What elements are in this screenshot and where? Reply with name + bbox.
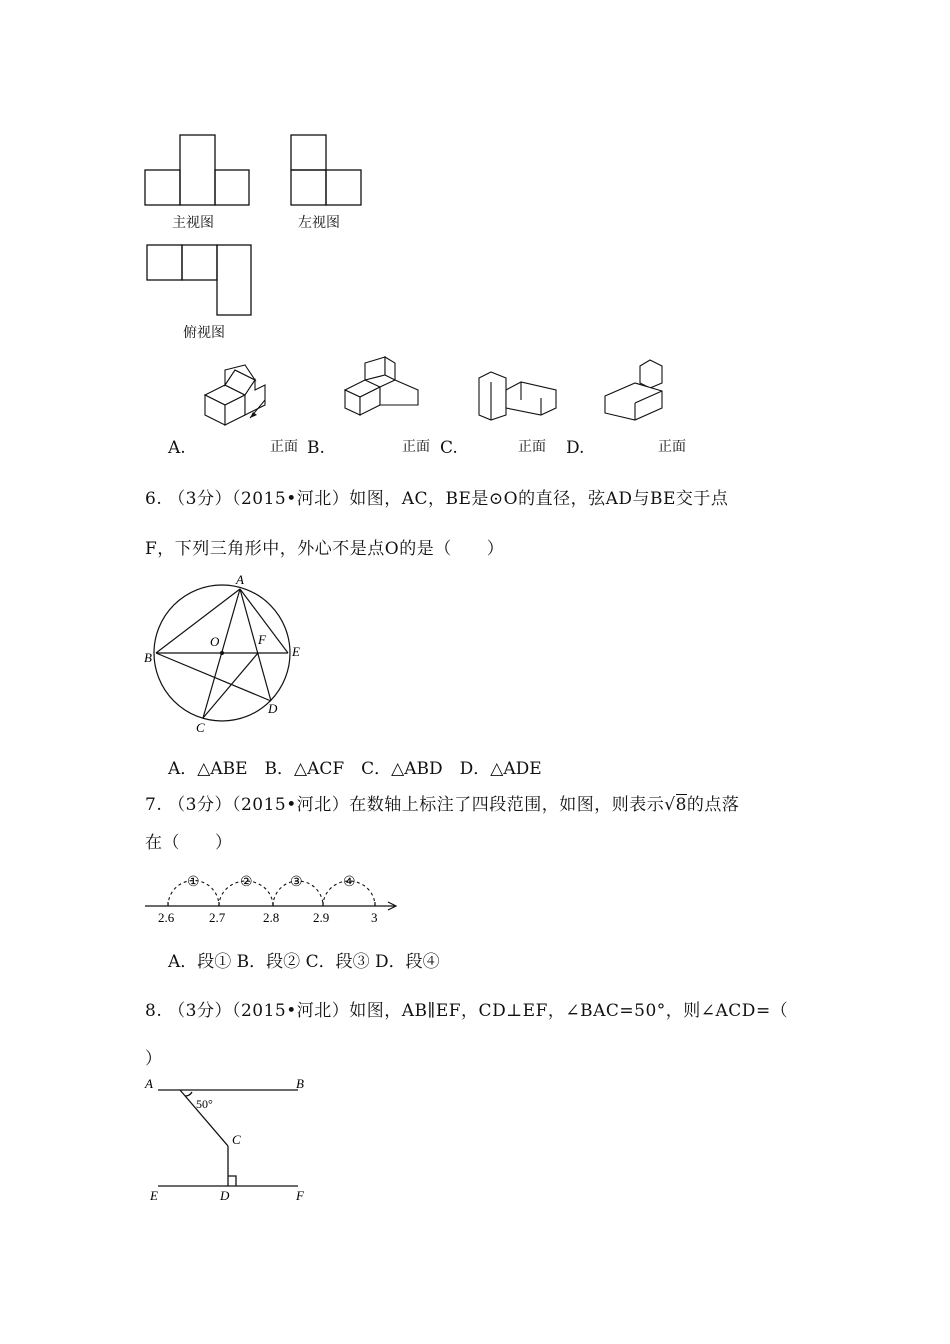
option-b-letter: B.: [307, 438, 325, 458]
sqrt-radicand: 8: [675, 795, 687, 815]
segment-4: ④: [343, 875, 356, 890]
option-a-front-label: 正面: [270, 439, 298, 455]
option-b-solid: [340, 355, 430, 440]
option-c-solid: [476, 370, 566, 425]
label-a: A: [145, 1076, 153, 1091]
angle-label: 50°: [196, 1097, 213, 1111]
segment-3: ③: [290, 875, 303, 890]
label-d: D: [268, 701, 278, 716]
option-d-letter: D.: [566, 438, 585, 458]
q7-line1-post: 的点落: [686, 795, 740, 815]
q6-line2: F，下列三角形中，外心不是点O的是（ ）: [145, 539, 505, 559]
left-view-figure: [286, 130, 368, 210]
tick-2-6: 2.6: [158, 910, 175, 925]
label-f: F: [296, 1188, 304, 1203]
option-d-solid: [600, 358, 670, 430]
label-b: B: [144, 650, 152, 665]
q7-line2: 在（ ）: [145, 833, 233, 853]
option-d-front-label: 正面: [658, 439, 686, 455]
option-c-front-label: 正面: [518, 439, 546, 455]
main-view-figure: [140, 130, 255, 210]
tick-2-8: 2.8: [263, 910, 280, 925]
label-o: O: [210, 634, 220, 649]
label-c: C: [196, 720, 205, 735]
option-a-letter: A.: [168, 438, 186, 458]
q7-line1-pre: 7. （3分）（2015•河北）在数轴上标注了四段范围，如图，则表示: [145, 795, 665, 815]
main-view-label: 主视图: [172, 215, 214, 231]
label-a: A: [236, 572, 244, 587]
q6-line1: 6. （3分）（2015•河北）如图，AC，BE是⊙O的直径，弦AD与BE交于点: [145, 489, 729, 509]
top-view-figure: [142, 240, 257, 320]
q6-circle-figure: [140, 570, 315, 740]
label-d: D: [220, 1188, 230, 1203]
segment-2: ②: [240, 875, 253, 890]
tick-2-7: 2.7: [209, 910, 226, 925]
label-b: B: [296, 1076, 304, 1091]
top-view-label: 俯视图: [183, 325, 225, 341]
sqrt-symbol: √: [664, 795, 676, 815]
left-view-label: 左视图: [298, 215, 340, 231]
label-f: F: [258, 632, 266, 647]
label-e: E: [150, 1188, 158, 1203]
q8-parallel-figure: [140, 1072, 320, 1207]
option-c-letter: C.: [440, 438, 458, 458]
q8-line1: 8. （3分）（2015•河北）如图，AB∥EF，CD⊥EF，∠BAC=50°，则∠ACD=（: [145, 1001, 789, 1021]
q6-options: A．△ABE B．△ACF C．△ABD D．△ADE: [168, 759, 542, 779]
segment-1: ①: [187, 875, 200, 890]
q7-line1: [145, 790, 739, 815]
q7-options: A．段① B．段② C．段③ D．段④: [168, 952, 440, 972]
tick-2-9: 2.9: [313, 910, 330, 925]
label-c: C: [232, 1132, 241, 1147]
q7-number-line: [140, 862, 405, 927]
option-b-front-label: 正面: [402, 439, 430, 455]
label-e: E: [292, 644, 300, 659]
q8-line2: ）: [145, 1049, 163, 1069]
tick-3: 3: [371, 910, 378, 925]
